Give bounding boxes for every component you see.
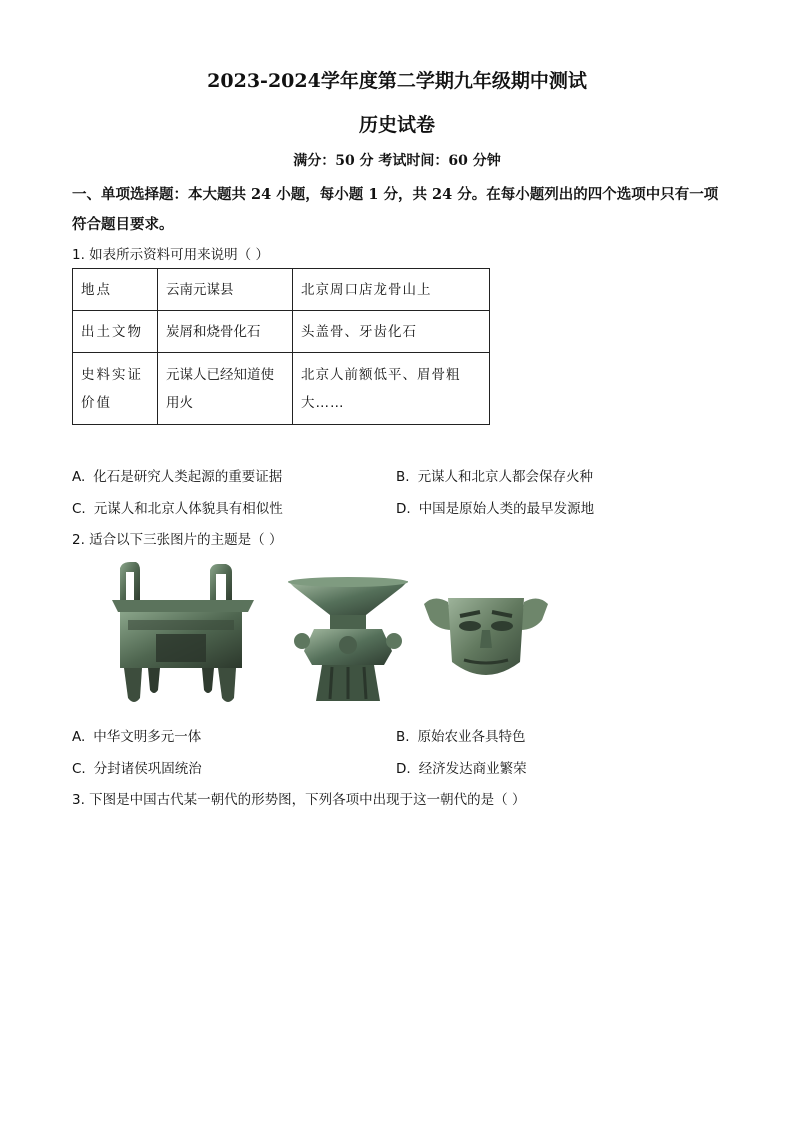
- option-text: 经济发达商业繁荣: [418, 761, 527, 777]
- question-1-option-d[interactable]: [396, 497, 594, 517]
- section-heading: 一、单项选择题：本大题共 24 小题，每小题 1 分，共 24 分。在每小题列出的四个选项中只有一项符合题目要求。: [72, 186, 719, 233]
- score-time-line: 满分：50 分 考试时间：60 分钟: [293, 153, 501, 169]
- question-2-option-b[interactable]: [396, 725, 526, 745]
- table-row: [73, 311, 490, 353]
- question-2-option-d[interactable]: [396, 757, 527, 777]
- option-letter: B.: [396, 469, 410, 485]
- option-text: 中国是原始人类的最早发源地: [418, 501, 595, 517]
- table-row: [73, 353, 490, 425]
- option-letter: A.: [72, 729, 86, 745]
- table-cell: 头盖骨、牙齿化石: [293, 311, 490, 353]
- question-1-stem: 1. 如表所示资料可用来说明（ ）: [72, 247, 269, 263]
- option-letter: B.: [396, 729, 410, 745]
- table-cell: 云南元谋县: [158, 269, 293, 311]
- option-letter: D.: [396, 501, 411, 517]
- question-1-option-b[interactable]: [396, 465, 593, 485]
- table-row: [73, 269, 490, 311]
- question-2-option-a[interactable]: [72, 725, 201, 745]
- option-letter: C.: [72, 761, 86, 777]
- question-1-option-c[interactable]: [72, 497, 283, 517]
- option-text: 化石是研究人类起源的重要证据: [93, 469, 283, 485]
- question-3-stem: 3. 下图是中国古代某一朝代的形势图，下列各项中出现于这一朝代的是（ ）: [72, 792, 526, 808]
- table-cell: 出土文物: [73, 311, 158, 353]
- bronze-mask-icon: [422, 590, 550, 690]
- option-text: 分封诸侯巩固统治: [93, 761, 202, 777]
- question-1-option-a[interactable]: [72, 465, 282, 485]
- option-text: 元谋人和北京人都会保存火种: [417, 469, 594, 485]
- option-letter: A.: [72, 469, 86, 485]
- table-cell: 史料实证价值: [73, 353, 158, 425]
- question-2-option-c[interactable]: [72, 757, 202, 777]
- table-cell: 北京人前额低平、眉骨粗大……: [293, 353, 490, 425]
- option-text: 原始农业各具特色: [417, 729, 526, 745]
- table-cell: 炭屑和烧骨化石: [158, 311, 293, 353]
- option-text: 中华文明多元一体: [93, 729, 202, 745]
- exam-subject: 历史试卷: [358, 114, 435, 136]
- bronze-ding-icon: [108, 560, 258, 708]
- option-letter: D.: [396, 761, 411, 777]
- table-cell: 地点: [73, 269, 158, 311]
- exam-title: 2023-2024学年度第二学期九年级期中测试: [207, 70, 587, 92]
- option-letter: C.: [72, 501, 86, 517]
- bronze-zun-icon: [284, 575, 412, 705]
- question-2-stem: 2. 适合以下三张图片的主题是（ ）: [72, 532, 283, 548]
- table-cell: 元谋人已经知道使用火: [158, 353, 293, 425]
- question-1-table: [72, 268, 490, 425]
- table-cell: 北京周口店龙骨山上: [293, 269, 490, 311]
- option-text: 元谋人和北京人体貌具有相似性: [93, 501, 283, 517]
